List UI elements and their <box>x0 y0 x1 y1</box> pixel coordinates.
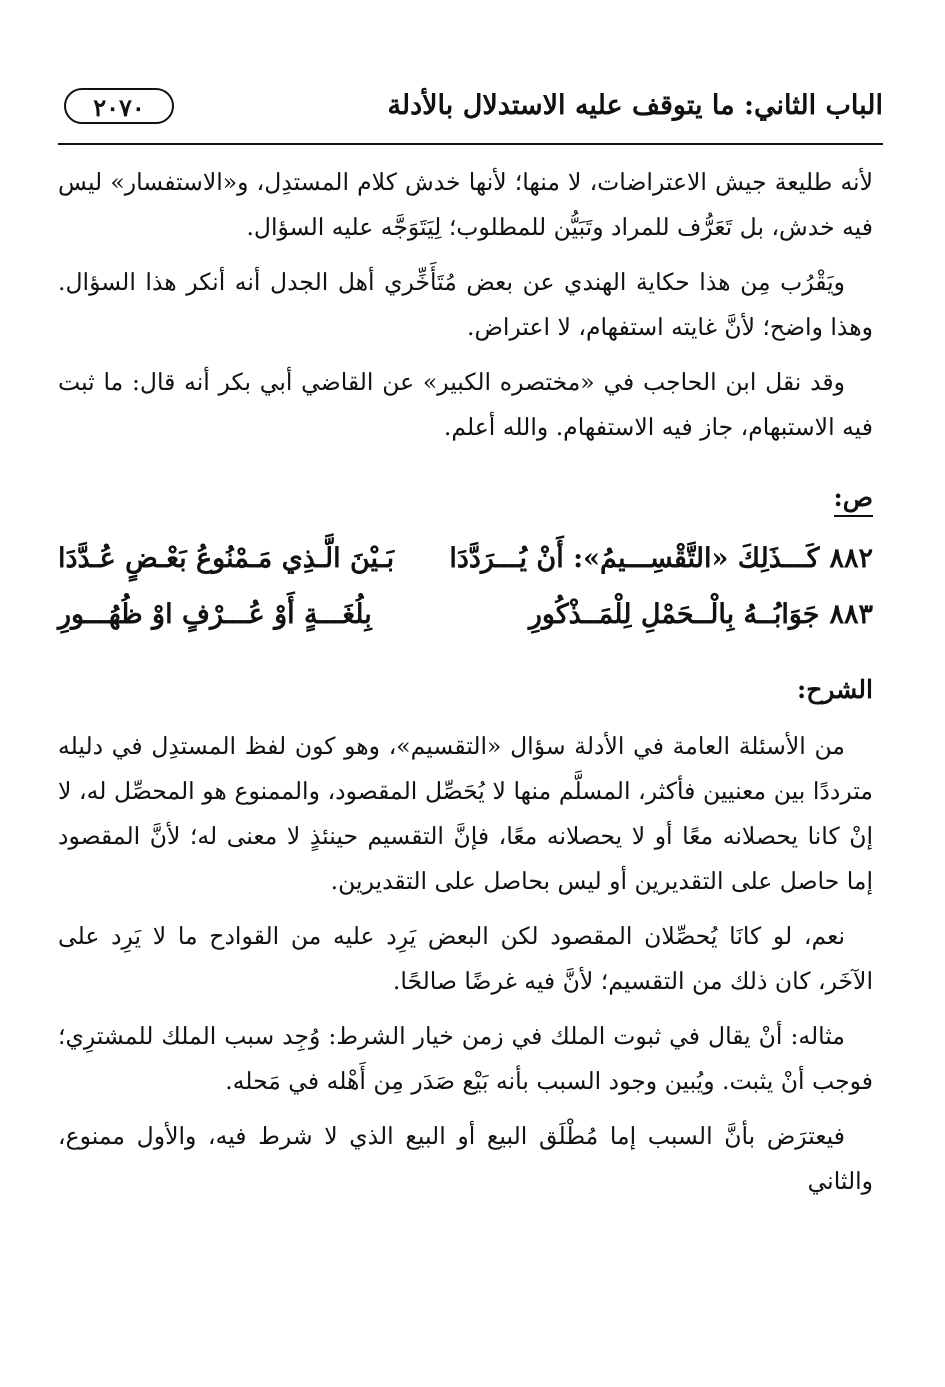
sharh-label: الشرح: <box>796 675 873 704</box>
verse-second-half: بِلُغَـــةٍ أَوْ عُـــرْفٍ اوْ ظُهُـــورِ <box>58 599 372 630</box>
page-header <box>58 86 883 134</box>
verse-first-half: ٨٨٢كَـــذَلِكَ «التَّقْسِـــيمُ»: أَنْ يُـــرَدَّدَا <box>449 543 873 574</box>
verse-line <box>58 587 873 643</box>
paragraph: ويَقْرُب مِن هذا حكاية الهندي عن بعض مُتَأَخِّري أهل الجدل أنه أنكر هذا السؤال. وهذا واضح؛ لأنَّ غايته استفهام، لا اعتراض. <box>58 268 873 341</box>
page-number-badge: ٢٠٧٠ <box>64 88 174 124</box>
verse-second-half: بَـيْنَ الَّـذِي مَـمْنُوعُ بَعْـضٍ عُـدَّدَا <box>58 543 395 574</box>
page-body <box>58 160 873 1204</box>
paragraph: مثاله: أنْ يقال في ثبوت الملك في زمن خيار الشرط: وُجِد سبب الملك للمشترِي؛ فوجب أنْ يثبت. ويُبين وجود السبب بأنه بَيْع صَدَر مِن أَهْله في مَحله. <box>58 1022 873 1095</box>
verse-line <box>58 531 873 587</box>
header-divider <box>58 143 883 145</box>
verse-number: ٨٨٣ <box>829 599 873 630</box>
paragraph: لأنه طليعة جيش الاعتراضات، لا منها؛ لأنها خدش كلام المستدِل، و«الاستفسار» ليس فيه خدش، بل تَعَرُّف للمراد وتَبَيُّن للمطلوب؛ لِيَتَوَجَّه عليه السؤال. <box>58 168 873 241</box>
paragraph: نعم، لو كانَا يُحصِّلان المقصود لكن البعض يَرِد عليه من القوادح ما لا يَرِد على الآخَر، كان ذلك من التقسيم؛ لأنَّ فيه غرضًا صالحًا. <box>58 922 873 995</box>
verse-number: ٨٨٢ <box>829 543 873 574</box>
matn-label: ص: <box>834 481 873 517</box>
paragraph: فيعترَض بأنَّ السبب إما مُطْلَق البيع أو البيع الذي لا شرط فيه، والأول ممنوع، والثاني <box>58 1122 873 1195</box>
verse-first-half: ٨٨٣جَوَابُــهُ بِالْــحَمْلِ لِلْمَــذْكُورِ <box>528 599 873 630</box>
chapter-title: الباب الثاني: ما يتوقف عليه الاستدلال بالأدلة <box>387 90 883 121</box>
paragraph: وقد نقل ابن الحاجب في «مختصره الكبير» عن القاضي أبي بكر أنه قال: ما ثبت فيه الاستبهام، جاز فيه الاستفهام. والله أعلم. <box>58 368 873 441</box>
paragraph: من الأسئلة العامة في الأدلة سؤال «التقسيم»، وهو كون لفظ المستدِل في دليله مترددًا بين معنيين فأكثر، المسلَّم منها لا يُحَصِّل المقصود، والممنوع هو المحصِّل له، لا إنْ كانا يحصلانه معًا أو لا يحصلانه معًا، فإنَّ التقسيم حينئذٍ لا معنى له؛ لأنَّ المقصود إما حاصل على التقديرين أو ليس بحاصل على التقديرين. <box>58 732 873 895</box>
